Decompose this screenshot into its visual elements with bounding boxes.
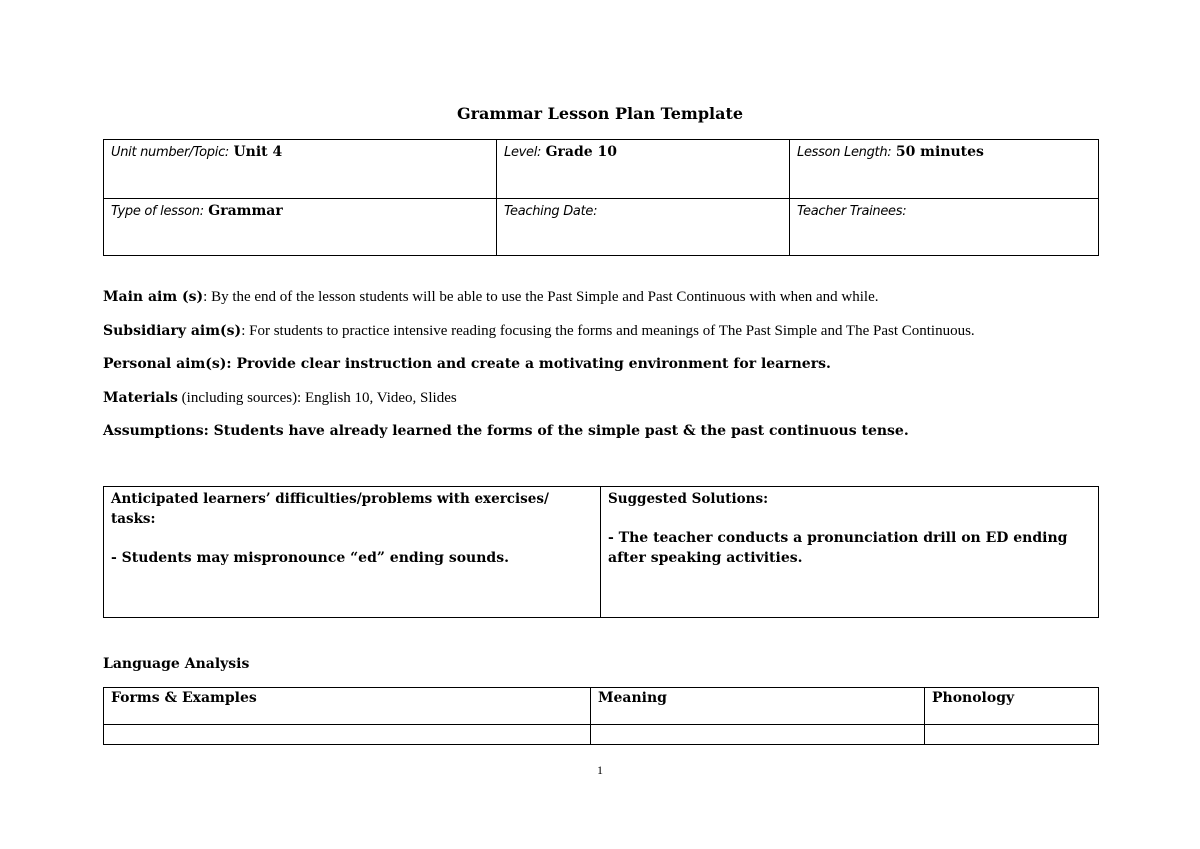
main-aim: [103, 287, 1103, 321]
table-row: [104, 725, 1099, 745]
language-analysis-heading: Language Analysis: [103, 656, 250, 672]
teacher-trainees-label: Teacher Trainees:: [797, 204, 907, 219]
teacher-trainees-cell: [790, 199, 1099, 256]
main-aim-label: Main aim (s): [103, 289, 204, 305]
lesson-length-value: 50 minutes: [895, 144, 984, 160]
column-header: Meaning: [591, 688, 925, 725]
difficulty-item: - Students may mispronounce “ed” ending sounds.: [111, 550, 509, 566]
table-cell: [591, 725, 925, 745]
unit-cell: [104, 140, 497, 199]
unit-value: Unit 4: [233, 144, 283, 160]
table-row: [104, 487, 1099, 618]
page-number: 1: [597, 763, 603, 777]
lesson-length-label: Lesson Length:: [797, 145, 892, 160]
materials-text: (including sources): English 10, Video, Slides: [177, 389, 457, 406]
lesson-type-value: Grammar: [208, 203, 283, 219]
solution-item: - The teacher conducts a pronunciation drill on ED ending after speaking activities.: [608, 530, 1068, 566]
table-cell: [104, 725, 591, 745]
lesson-type-cell: [104, 199, 497, 256]
solutions-cell: [601, 487, 1099, 618]
table-row: [104, 140, 1099, 199]
personal-aim-label: Personal aim(s):: [103, 356, 237, 372]
subsidiary-aim: [103, 321, 1103, 355]
table-cell: [925, 725, 1099, 745]
table-header-row: [104, 688, 1099, 725]
solutions-header: Suggested Solutions:: [608, 491, 769, 507]
personal-aim-text: Provide clear instruction and create a motivating environment for learners.: [236, 356, 831, 372]
page-title: Grammar Lesson Plan Template: [456, 104, 744, 123]
language-analysis-table: [103, 687, 1099, 745]
column-header: Phonology: [925, 688, 1099, 725]
materials: [103, 388, 1103, 422]
assumptions: [103, 421, 1103, 455]
column-header: Forms & Examples: [104, 688, 591, 725]
level-label: Level:: [504, 145, 542, 160]
difficulties-table: [103, 486, 1099, 618]
personal-aim: [103, 354, 1103, 388]
lesson-length-cell: [790, 140, 1099, 199]
subsidiary-aim-text: : For students to practice intensive reading focusing the forms and meanings of The Past Simple and The Past Continuous.: [241, 322, 975, 339]
materials-label: Materials: [103, 389, 178, 406]
lesson-info-table: [103, 139, 1099, 256]
teaching-date-cell: [497, 199, 790, 256]
level-value: Grade 10: [545, 144, 618, 160]
aims-section: [103, 287, 1103, 455]
assumptions-label: Assumptions:: [103, 423, 214, 439]
teaching-date-label: Teaching Date:: [504, 204, 598, 219]
difficulties-cell: [104, 487, 601, 618]
lesson-type-label: Type of lesson:: [111, 204, 204, 219]
assumptions-text: Students have already learned the forms of the simple past & the past continuous tense.: [213, 423, 909, 439]
level-cell: [497, 140, 790, 199]
unit-label: Unit number/Topic:: [111, 145, 229, 160]
subsidiary-aim-label: Subsidiary aim(s): [103, 322, 242, 339]
difficulties-header: Anticipated learners’ difficulties/problems with exercises/ tasks:: [111, 491, 549, 527]
table-row: [104, 199, 1099, 256]
main-aim-text: : By the end of the lesson students will be able to use the Past Simple and Past Continuous with when and while.: [203, 289, 879, 305]
